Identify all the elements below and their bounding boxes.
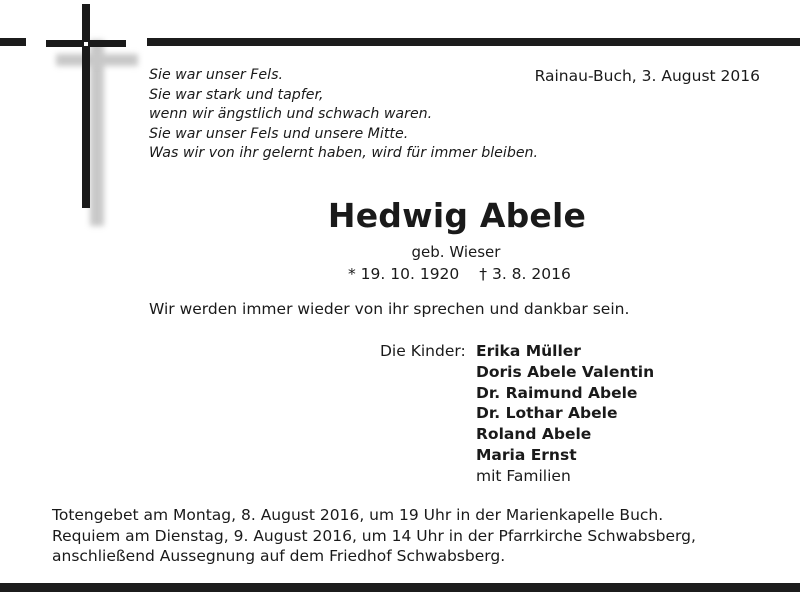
cross-icon	[46, 4, 128, 216]
service-line: Totengebet am Montag, 8. August 2016, um 19 Uhr in der Marienkapelle Buch.	[52, 506, 664, 524]
poem	[149, 66, 538, 164]
mourners-list	[476, 341, 654, 487]
poem-line: wenn wir ängstlich und schwach waren.	[149, 106, 433, 123]
poem-line: Sie war stark und tapfer,	[149, 86, 324, 103]
poem-line: Was wir von ihr gelernt haben, wird für immer bleiben.	[149, 145, 539, 162]
poem-line: Sie war unser Fels.	[149, 67, 284, 83]
frame-bottom-rule	[0, 583, 800, 592]
cross-bar-vertical	[82, 4, 90, 208]
mourner-name: Dr. Lothar Abele	[476, 404, 618, 423]
cross-glint	[84, 42, 88, 46]
birth-name: geb. Wieser	[411, 243, 501, 261]
mourner-name: Dr. Raimund Abele	[476, 383, 638, 402]
mourner-name: Doris Abele Valentin	[476, 362, 655, 381]
mourner-name: Erika Müller	[476, 342, 581, 360]
poem-line: Sie war unser Fels und unsere Mitte.	[149, 125, 409, 142]
death-date: † 3. 8. 2016	[479, 265, 571, 283]
service-line: Requiem am Dienstag, 9. August 2016, um 14 Uhr in der Pfarrkirche Schwabsberg,	[52, 526, 696, 545]
service-details	[52, 505, 696, 567]
birth-date: * 19. 10. 1920	[348, 265, 460, 283]
frame-top-right-rule	[147, 38, 800, 46]
mourner-name: Roland Abele	[476, 425, 592, 444]
life-dates	[348, 265, 571, 283]
frame-top-left-rule	[0, 38, 26, 46]
mourners-suffix: mit Familien	[476, 466, 571, 485]
remembrance-sentence: Wir werden immer wieder von ihr sprechen und dankbar sein.	[149, 300, 630, 318]
place-date: Rainau-Buch, 3. August 2016	[534, 67, 760, 85]
mourners-label: Die Kinder:	[380, 342, 466, 360]
service-line: anschließend Aussegnung auf dem Friedhof Schwabsberg.	[52, 547, 506, 566]
mourner-name: Maria Ernst	[476, 445, 577, 464]
cross-shadow-horizontal	[56, 54, 138, 66]
deceased-name: Hedwig Abele	[327, 196, 587, 235]
